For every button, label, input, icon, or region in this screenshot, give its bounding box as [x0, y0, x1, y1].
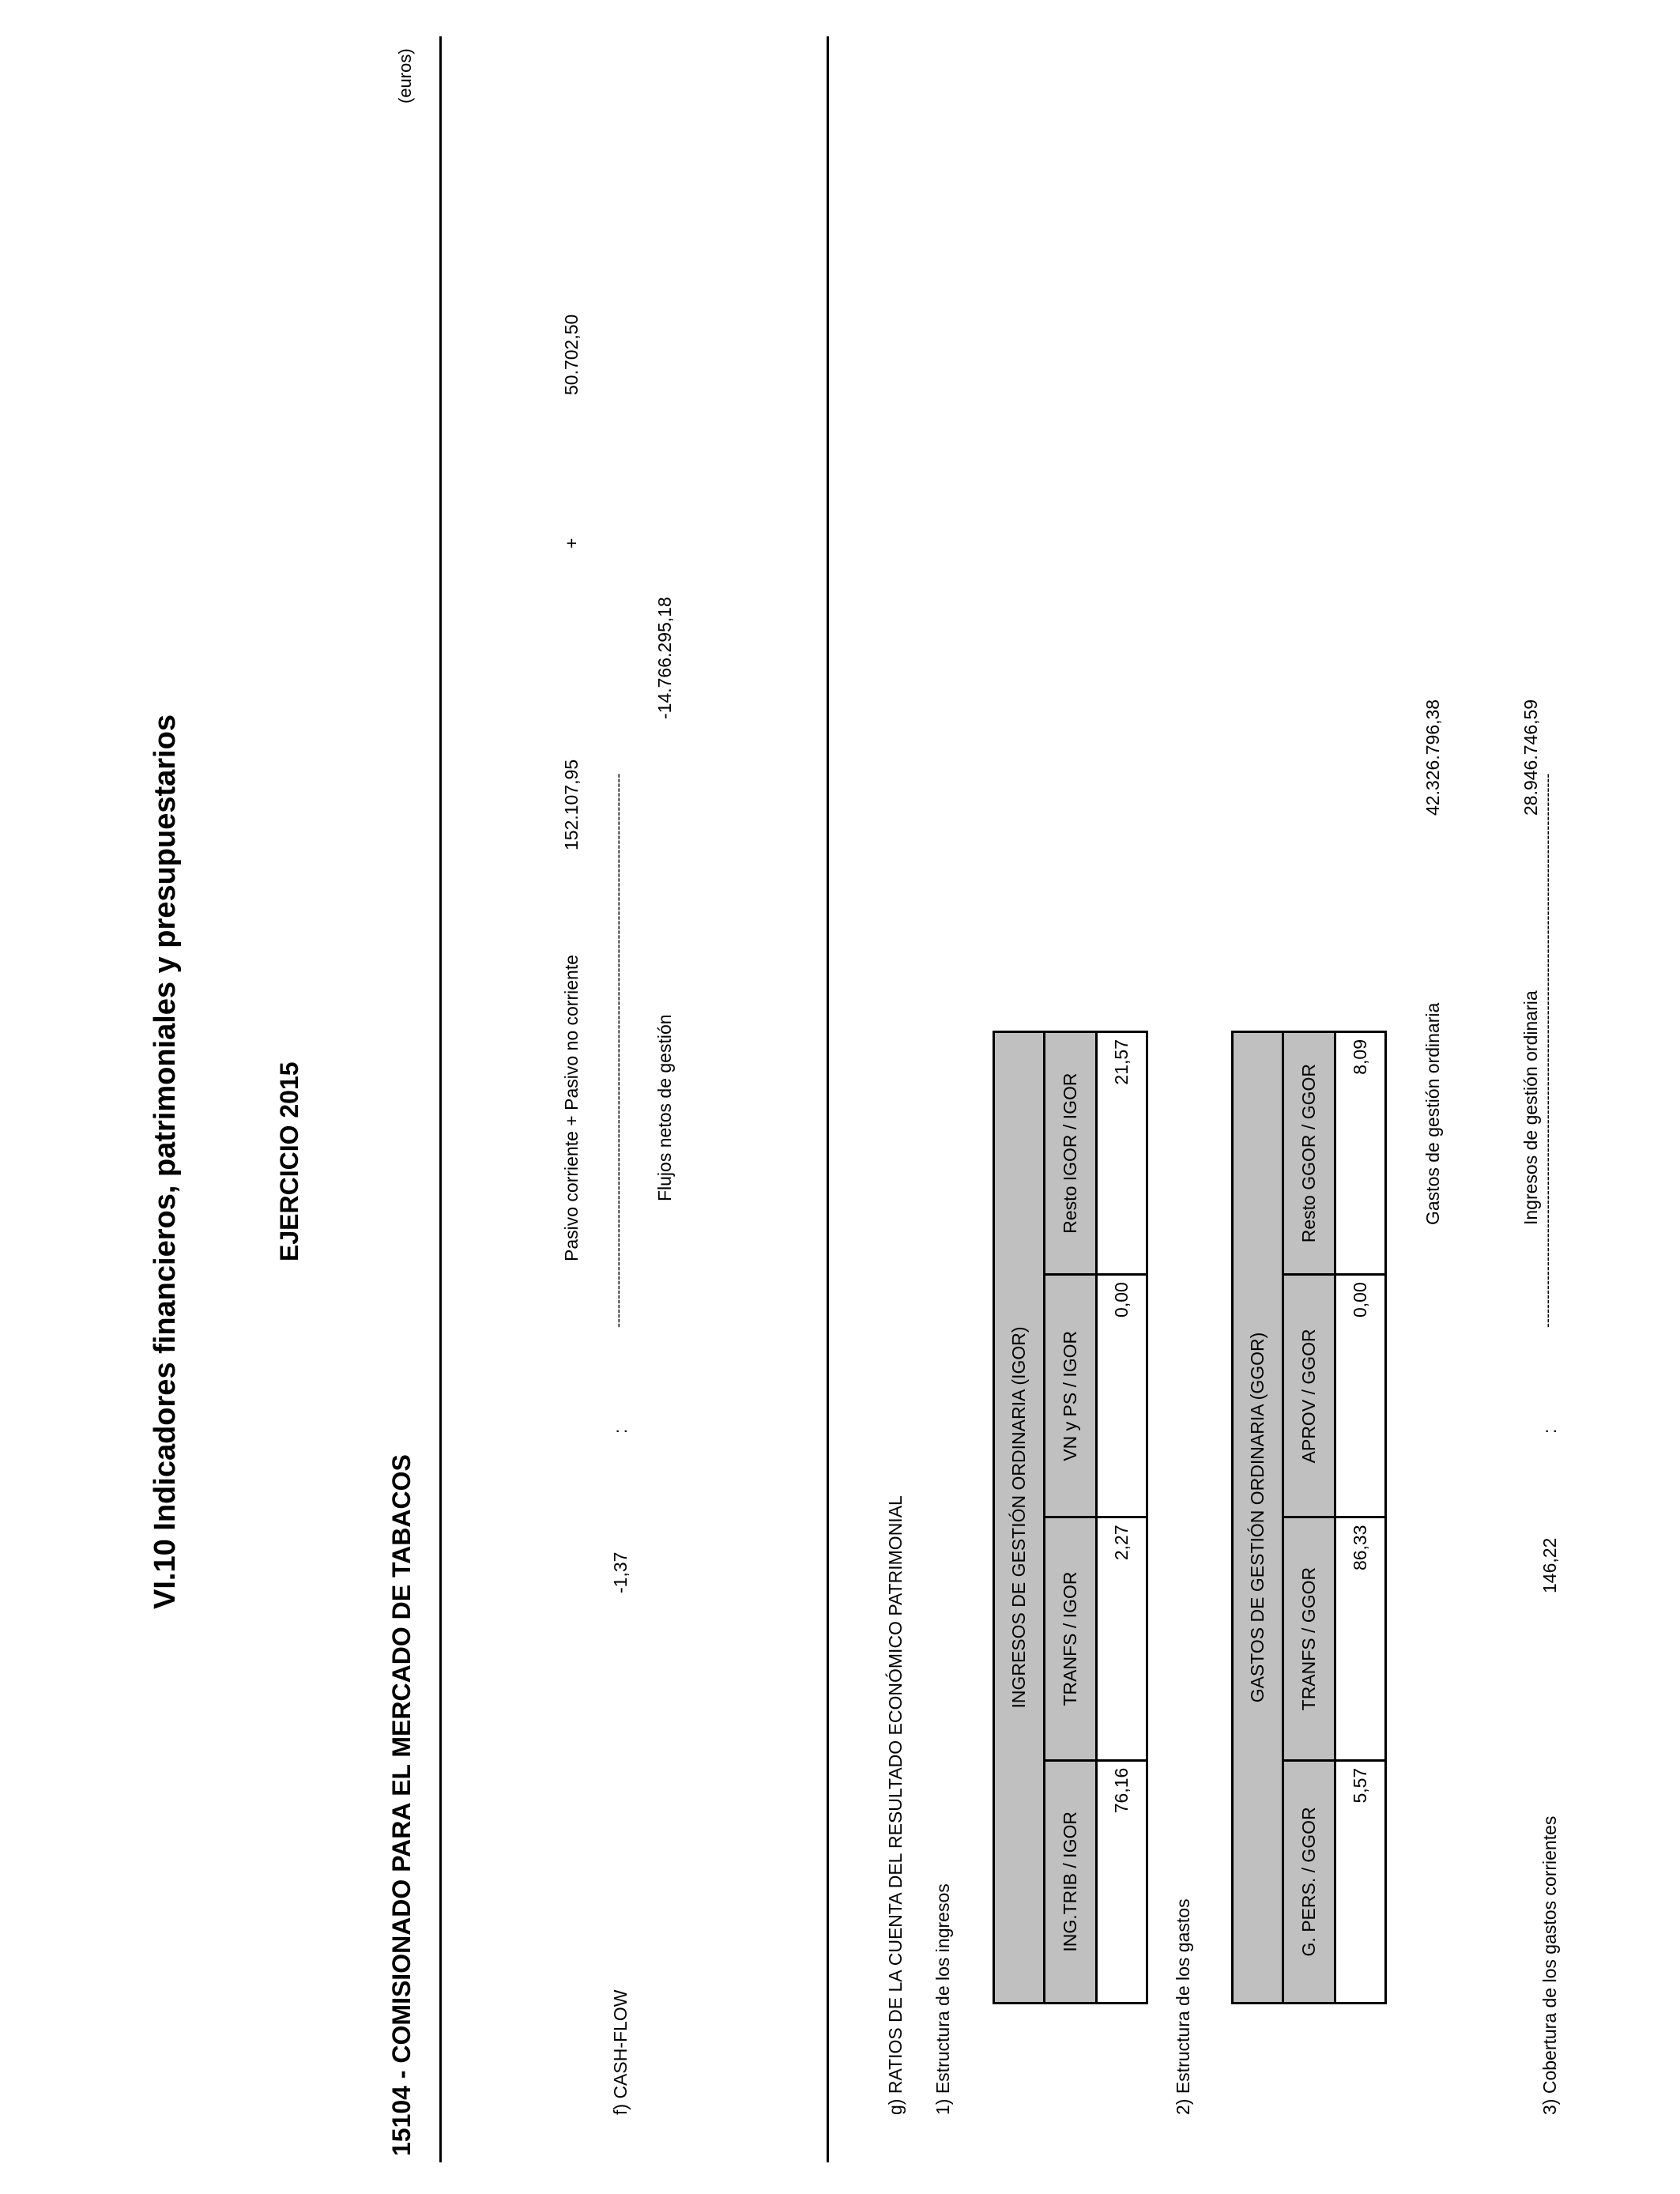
- ingresos-structure-label: 1) Estructura de los ingresos: [932, 1883, 953, 2115]
- gastos-col-header: TRANFS / GGOR: [1283, 1517, 1335, 1760]
- units-label: (euros): [395, 48, 415, 104]
- ingresos-value-cell: 2,27: [1097, 1517, 1147, 1760]
- cobertura-label: 3) Cobertura de los gastos corrientes: [1539, 1815, 1560, 2115]
- middle-rule: [827, 36, 829, 2162]
- cash-flow-plus: +: [561, 537, 582, 548]
- gastos-value-cell: 5,57: [1335, 1760, 1386, 2003]
- cash-flow-denominator-value: -14.766.295,18: [654, 597, 675, 719]
- cash-flow-value: -1,37: [610, 1551, 631, 1593]
- entity-name: 15104 - COMISIONADO PARA EL MERCADO DE TABACOS: [387, 1454, 416, 2156]
- gastos-value-cell: 0,00: [1335, 1275, 1386, 1517]
- ratios-title: g) RATIOS DE LA CUENTA DEL RESULTADO ECONÓMICO PATRIMONIAL: [885, 1495, 906, 2115]
- fiscal-year: EJERCICIO 2015: [275, 1061, 303, 1261]
- cash-flow-denominator-label: Flujos netos de gestión: [654, 1014, 675, 1201]
- cobertura-fraction-line: ---------------------------------------------------------------------------------------------------------------------: [1539, 773, 1555, 1328]
- ingresos-table-header: INGRESOS DE GESTIÓN ORDINARIA (IGOR): [994, 1032, 1045, 2004]
- gastos-value-cell: 8,09: [1335, 1032, 1386, 1275]
- cobertura-numerator-label: Gastos de gestión ordinaria: [1422, 1002, 1443, 1225]
- gastos-col-header: APROV / GGOR: [1283, 1275, 1335, 1517]
- ingresos-value-cell: 0,00: [1097, 1275, 1147, 1517]
- ingresos-value-cell: 76,16: [1097, 1760, 1147, 2003]
- ingresos-ratio-table: [993, 1031, 1148, 2004]
- ingresos-value-cell: 21,57: [1097, 1032, 1147, 1275]
- cash-flow-label: f) CASH-FLOW: [610, 1989, 631, 2115]
- ingresos-col-header: VN y PS / IGOR: [1045, 1275, 1097, 1517]
- cash-flow-numerator-value1: 152.107,95: [561, 759, 582, 850]
- cobertura-colon: :: [1539, 1428, 1560, 1434]
- cobertura-denominator-value: 28.946.746,59: [1520, 699, 1541, 816]
- cobertura-denominator-label: Ingresos de gestión ordinaria: [1520, 990, 1541, 1225]
- cash-flow-numerator-label: Pasivo corriente + Pasivo no corriente: [561, 954, 582, 1261]
- top-rule: [439, 36, 442, 2162]
- cash-flow-numerator-value2: 50.702,50: [561, 314, 582, 395]
- gastos-table-header: GASTOS DE GESTIÓN ORDINARIA (GGOR): [1233, 1032, 1283, 2004]
- ingresos-col-header: TRANFS / IGOR: [1045, 1517, 1097, 1760]
- gastos-value-cell: 86,33: [1335, 1517, 1386, 1760]
- gastos-col-header: G. PERS. / GGOR: [1283, 1760, 1335, 2003]
- ingresos-col-header: Resto IGOR / IGOR: [1045, 1032, 1097, 1275]
- cobertura-numerator-value: 42.326.796,38: [1422, 699, 1443, 816]
- cobertura-value: 146,22: [1539, 1537, 1560, 1593]
- ingresos-col-header: ING.TRIB / IGOR: [1045, 1760, 1097, 2003]
- gastos-ratio-table: [1231, 1031, 1387, 2004]
- gastos-col-header: Resto GGOR / GGOR: [1283, 1032, 1335, 1275]
- page-title: VI.10 Indicadores financieros, patrimoniales y presupuestarios: [149, 714, 182, 1609]
- gastos-structure-label: 2) Estructura de los gastos: [1173, 1898, 1193, 2115]
- cash-flow-fraction-line: ---------------------------------------------------------------------------------------------------------------------: [610, 773, 626, 1328]
- cash-flow-colon: :: [610, 1428, 631, 1434]
